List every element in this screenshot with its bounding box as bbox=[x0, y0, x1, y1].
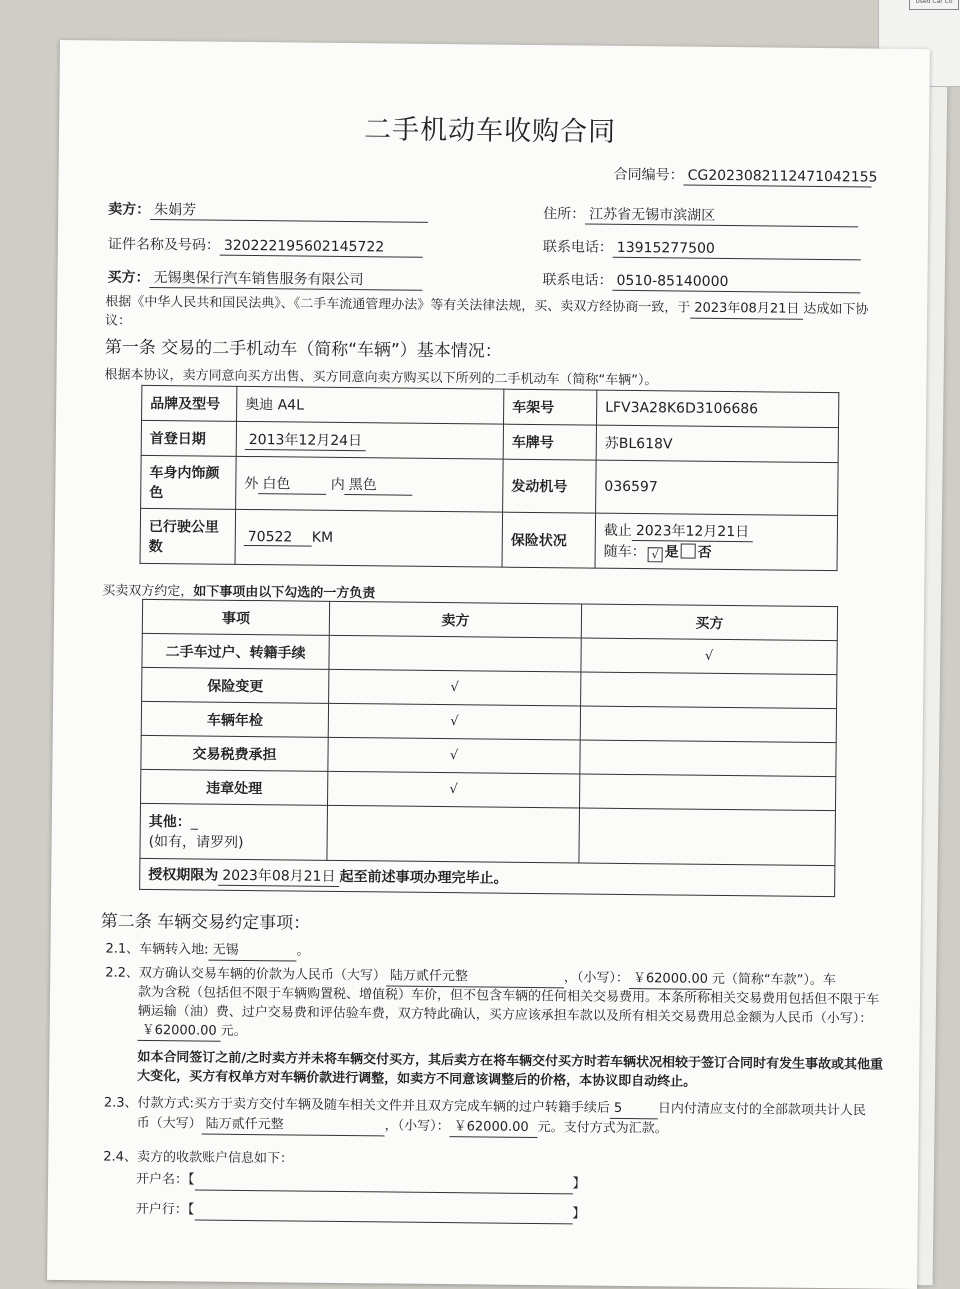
header-seller: 卖方 bbox=[329, 601, 581, 638]
clause-2-2-line-2: 款为含税（包括但不限于车辆购置税、增值税）车价，但不包含车辆的任何相关交易费用。本条所称相关交易费用包括但不限于车 bbox=[137, 984, 880, 1008]
duty-table bbox=[139, 599, 838, 897]
table-row: 保险变更 √ bbox=[142, 667, 837, 708]
seller-id: 证件名称及号码： 320222195602145722 bbox=[108, 236, 423, 258]
account-bank: 开户行：【 】 bbox=[136, 1201, 586, 1225]
engine-value: 036597 bbox=[596, 460, 839, 516]
clause-2-1: 2.1、车辆转入地: 无锡 。 bbox=[105, 941, 309, 962]
insurance-label: 保险状况 bbox=[502, 512, 596, 568]
color-cell: 外 白色 内 黑色 bbox=[236, 456, 504, 512]
no-checkbox bbox=[681, 544, 696, 559]
intro-line: 根据《中华人民共和国民法典》、《二手车流通管理办法》等有关法律法规，买、卖双方经协商一致，于 2023年08月21日 达成如下协 bbox=[105, 293, 868, 320]
reg-date-cell: 2013年12月24日 bbox=[236, 421, 503, 459]
vin-label: 车架号 bbox=[504, 389, 597, 425]
article-1-title: 第一条 交易的二手机动车（简称“车辆”）基本情况： bbox=[104, 337, 502, 362]
article-1-desc: 根据本协议，卖方同意向买方出售、买方同意向卖方购买以下所列的二手机动车（简称“车辆”）。 bbox=[104, 367, 658, 389]
authorization-row: 授权期限为 2023年08月21日 起至前述事项办理完毕止。 bbox=[140, 858, 835, 896]
corner-tag: Used Car Co bbox=[909, 0, 959, 10]
doc-title: 二手机动车收购合同 bbox=[363, 114, 617, 148]
article-2-title: 第二条 车辆交易约定事项： bbox=[100, 911, 311, 934]
bold-clause-2: 大变化，买方有权单方对车辆价款进行调整，如卖方不同意该调整后的价格，本协议即自动终止。 bbox=[137, 1068, 697, 1090]
mileage-label: 已行驶公里数 bbox=[140, 508, 236, 564]
brand-value: 奥迪 A4L bbox=[237, 386, 504, 424]
table-row: 车辆年检 √ bbox=[141, 701, 836, 742]
clause-2-2-total: ￥62000.00 元。 bbox=[138, 1022, 247, 1042]
table-row: 二手车过户、转籍手续 √ bbox=[142, 633, 837, 674]
table-row: 交易税费承担 √ bbox=[141, 735, 836, 776]
clause-2-2: 2.2、双方确认交易车辆的价款为人民币（大写） 陆万贰仟元整 ，（小写）： ￥62000.00 元（简称“车款”）。车 bbox=[105, 965, 836, 989]
other-cell: 其他：_ (如有，请罗列) bbox=[140, 803, 328, 860]
seller-address: 住所： 江苏省无锡市滨湖区 bbox=[543, 205, 858, 227]
header-item: 事项 bbox=[142, 599, 329, 635]
buyer-name: 买方： 无锡奥保行汽车销售服务有限公司 bbox=[107, 269, 422, 291]
account-name: 开户名：【 】 bbox=[136, 1171, 586, 1195]
clause-2-3: 2.3、付款方式:买方于卖方交付车辆及随车相关文件并且双方完成车辆的过户转籍手续后 5 日内付清应支付的全部款项共计人民 bbox=[103, 1095, 867, 1119]
clause-2-4: 2.4、卖方的收款账户信息如下： bbox=[103, 1149, 294, 1167]
seller-name: 卖方： 朱娟芳 bbox=[108, 201, 428, 223]
vehicle-table bbox=[140, 385, 840, 571]
brand-label: 品牌及型号 bbox=[142, 385, 237, 421]
reg-date-label: 首登日期 bbox=[141, 420, 236, 456]
color-label: 车身内饰颜色 bbox=[141, 455, 237, 509]
plate-value: 苏BL618V bbox=[596, 425, 838, 463]
engine-label: 发动机号 bbox=[503, 459, 597, 513]
agreement-note: 买卖双方约定，如下事项由以下勾选的一方负责 bbox=[102, 583, 376, 602]
seller-phone: 联系电话： 13915277500 bbox=[543, 238, 861, 260]
vin-value: LFV3A28K6D3106686 bbox=[596, 390, 838, 428]
insurance-cell: 截止 2023年12月21日 随车： √ 是 否 bbox=[595, 513, 838, 571]
yes-checkbox: √ bbox=[648, 547, 663, 562]
bold-clause-1: 如本合同签订之前/之时卖方并未将车辆交付买方，其后卖方在将车辆交付买方时若车辆状况相较于签订合同时有发生事故或其他重 bbox=[137, 1049, 884, 1073]
buyer-phone: 联系电话： 0510-85140000 bbox=[542, 271, 860, 293]
clause-2-3-line-2: 币（大写） 陆万贰仟元整 ，（小写）： ￥62000.00 元。支付方式为汇款。 bbox=[136, 1115, 668, 1137]
mileage-cell: 70522 KM bbox=[235, 509, 503, 567]
plate-label: 车牌号 bbox=[503, 424, 596, 460]
header-buyer: 买方 bbox=[581, 604, 837, 641]
table-row: 违章处理 √ bbox=[141, 769, 836, 810]
contract-page bbox=[47, 40, 930, 1289]
contract-number: 合同编号： CG2023082112471042155 bbox=[613, 166, 878, 186]
intro-line-2: 议： bbox=[104, 313, 132, 329]
clause-2-2-line-3: 辆运输（油）费、过户交易费和评估验车费，双方特此确认，买方应该承担车款以及所有相关交易费用总金额为人民币（小写）： bbox=[137, 1003, 873, 1027]
